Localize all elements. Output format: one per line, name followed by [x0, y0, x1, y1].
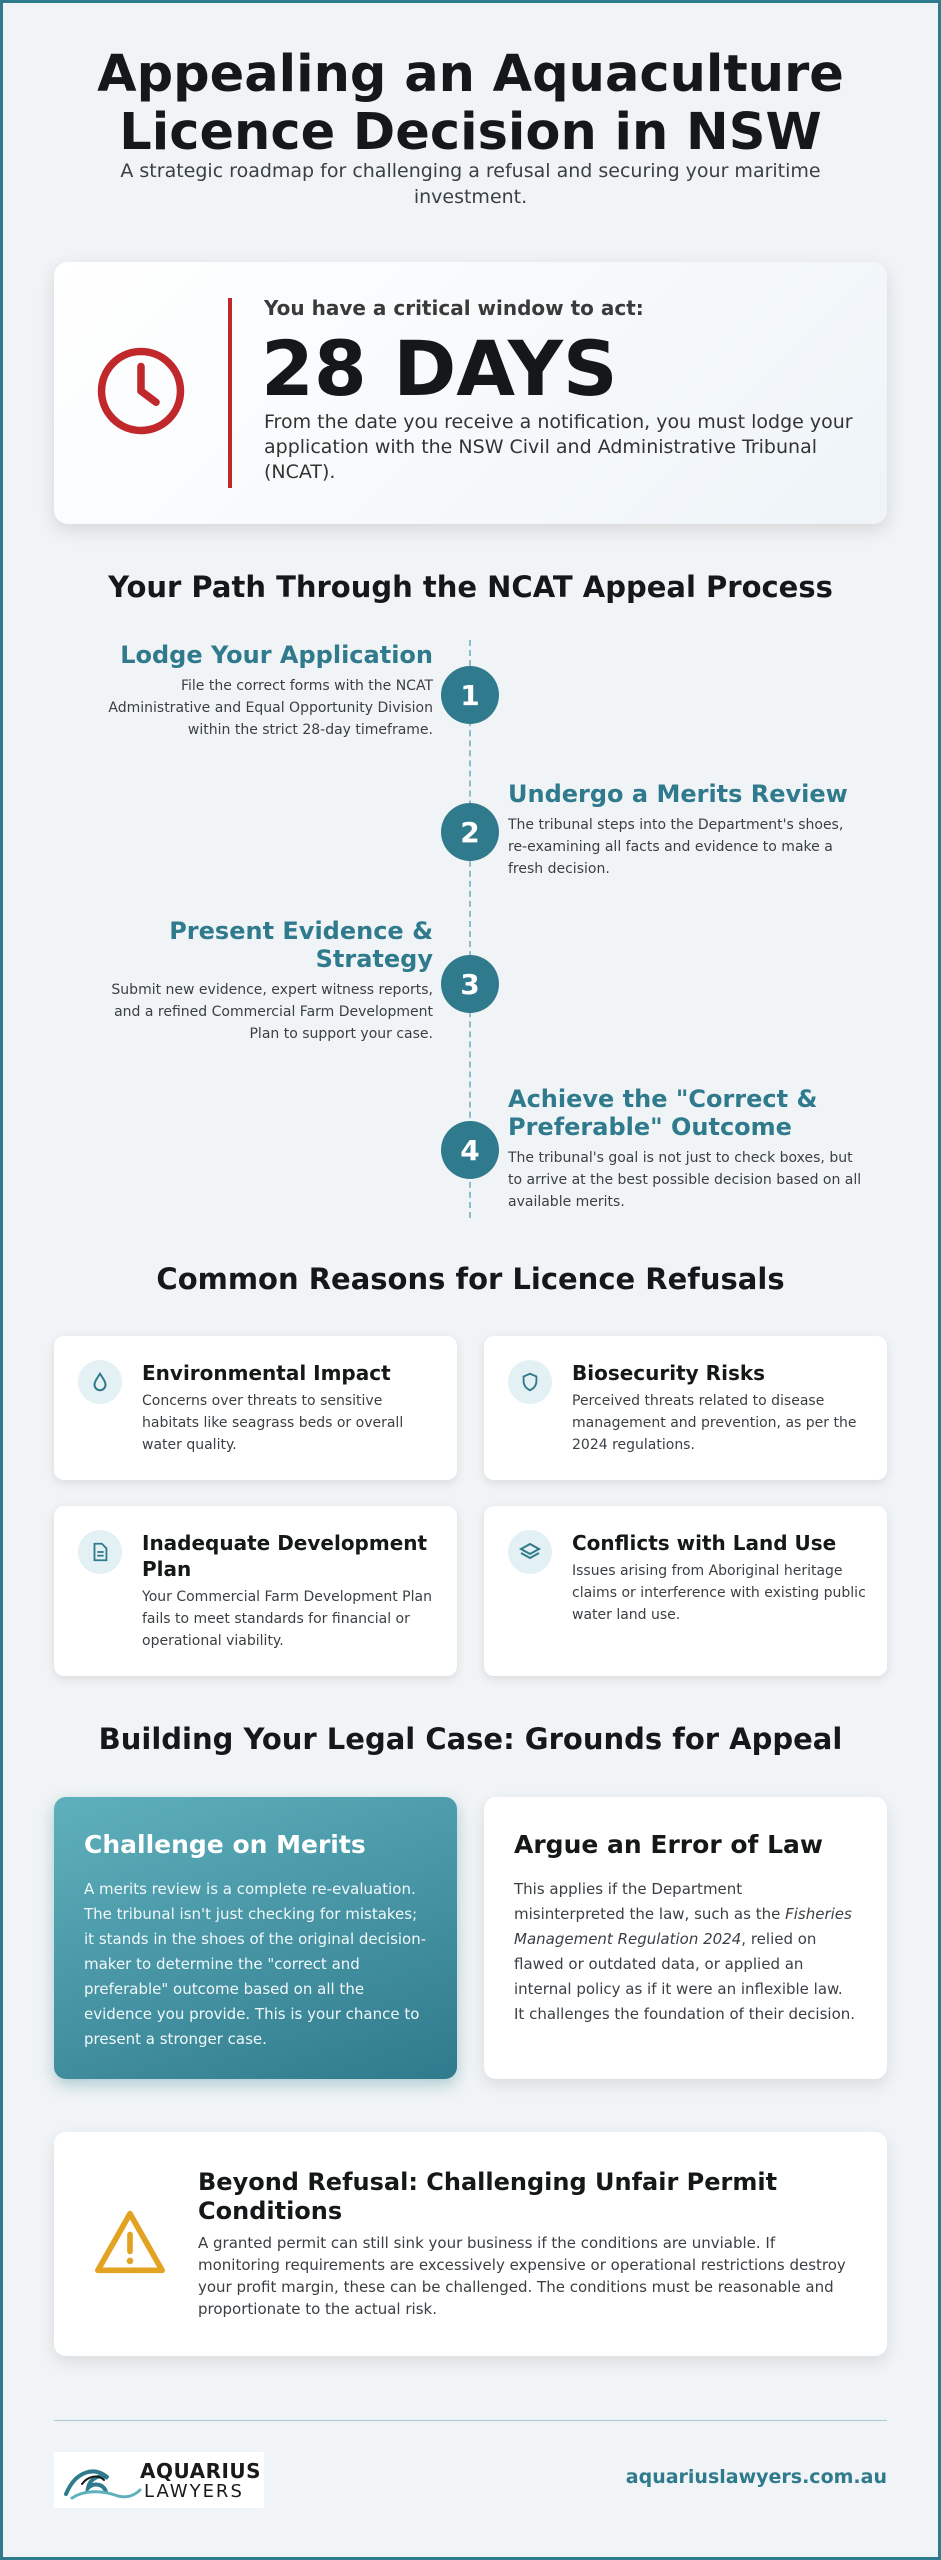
step-description: The tribunal's goal is not just to check boxes, but to arrive at the best possible decision based on all available merits. [508, 1150, 862, 1210]
step-title-line-2: Preferable" Outcome [508, 1113, 792, 1141]
grounds-heading: Building Your Legal Case: Grounds for Appeal [98, 1722, 843, 1756]
deadline-kicker: You have a critical window to act: [264, 296, 644, 320]
page-title [60, 46, 881, 162]
footer-divider [54, 2420, 887, 2421]
reason-title: Biosecurity Risks [572, 1361, 766, 1385]
step-description: File the correct forms with the NCAT Administrative and Equal Opportunity Division within the strict 28-day timeframe. [108, 678, 433, 738]
process-step-1 [90, 641, 433, 741]
layers-icon [508, 1530, 552, 1574]
deadline-card [54, 262, 887, 524]
reason-card-land-use [484, 1506, 887, 1676]
step-title-line-2: Strategy [315, 945, 433, 973]
step-title [508, 1085, 863, 1141]
permit-description: A granted permit can still sink your business if the conditions are unviable. If monitoring requirements are excessively expensive or operational restrictions destroy your profit margin, these can be challenged. The conditions must be reasonable and proportionate to the actual risk. [198, 2234, 846, 2318]
step-title: Lodge Your Application [120, 641, 433, 669]
shield-icon [508, 1360, 552, 1404]
clock-icon [94, 344, 188, 438]
step-title [90, 917, 433, 973]
page-title-line-2: Licence Decision in NSW [119, 103, 822, 162]
process-step-4 [508, 1085, 863, 1213]
step-number-3: 3 [441, 955, 499, 1013]
reason-title-line-2: Plan [142, 1557, 192, 1581]
merits-card [54, 1797, 457, 2079]
logo-subtitle: LAWYERS [144, 2481, 244, 2502]
reason-description: Issues arising from Aboriginal heritage claims or interference with existing public water land use. [572, 1563, 866, 1623]
deadline-headline: 28 DAYS [261, 324, 618, 413]
process-step-3 [90, 917, 433, 1045]
reason-description: Your Commercial Farm Development Plan fails to meet standards for financial or operational viability. [142, 1589, 432, 1649]
error-of-law-description [514, 1877, 857, 2027]
website-link[interactable]: aquariuslawyers.com.au [625, 2466, 887, 2488]
page-title-line-1: Appealing an Aquaculture [97, 45, 844, 104]
step-title: Undergo a Merits Review [508, 780, 848, 808]
water-drop-icon [78, 1360, 122, 1404]
permit-title: Beyond Refusal: Challenging Unfair Permit Conditions [198, 2168, 778, 2225]
reason-card-development-plan [54, 1506, 457, 1676]
logo-name: AQUARIUS [140, 2459, 262, 2483]
reason-description: Perceived threats related to disease management and prevention, as per the 2024 regulations. [572, 1393, 857, 1453]
error-of-law-card [484, 1797, 887, 2079]
process-step-2 [508, 780, 863, 880]
deadline-text: From the date you receive a notification, you must lodge your application with the NSW Civil and Administrative Tribunal (NCAT). [264, 411, 853, 483]
document-icon [78, 1530, 122, 1574]
wave-logo-icon [62, 2460, 142, 2502]
merits-description: A merits review is a complete re-evaluation. The tribunal isn't just checking for mistakes; it stands in the shoes of the original decision-maker to determine the "correct and preferable" outcome based on all the evidence you provide. This is your chance to present a stronger case. [84, 1880, 427, 2048]
reason-description: Concerns over threats to sensitive habitats like seagrass beds or overall water quality. [142, 1393, 404, 1453]
regulation-name: Fisheries Management Regulation 2024 [514, 1905, 852, 1948]
step-title-line-1: Present Evidence & [169, 917, 433, 945]
step-number-1: 1 [441, 666, 499, 724]
permit-conditions-card [54, 2132, 887, 2356]
step-title-line-1: Achieve the "Correct & [508, 1085, 818, 1113]
reason-card-environmental [54, 1336, 457, 1480]
deadline-divider [228, 298, 232, 488]
error-of-law-text-2: , relied on flawed or outdated data, or applied an internal policy as if it were an inflexible law. It challenges the foundation of their decision. [514, 1930, 856, 2023]
refusals-heading: Common Reasons for Licence Refusals [156, 1262, 785, 1296]
reason-title [142, 1530, 432, 1582]
error-of-law-title: Argue an Error of Law [514, 1830, 823, 1859]
step-number-4: 4 [441, 1121, 499, 1179]
warning-icon [92, 2208, 168, 2276]
reason-title-line-1: Inadequate Development [142, 1531, 428, 1555]
reason-title: Environmental Impact [142, 1361, 391, 1385]
step-description: Submit new evidence, expert witness reports, and a refined Commercial Farm Development Plan to support your case. [111, 982, 433, 1042]
page-subtitle: A strategic roadmap for challenging a refusal and securing your maritime investment. [120, 160, 821, 208]
process-heading: Your Path Through the NCAT Appeal Process [108, 570, 833, 604]
reason-title: Conflicts with Land Use [572, 1531, 837, 1555]
merits-title: Challenge on Merits [84, 1830, 366, 1859]
reason-card-biosecurity [484, 1336, 887, 1480]
error-of-law-text-1: This applies if the Department misinterpreted the law, such as the [514, 1880, 786, 1923]
step-number-2: 2 [441, 803, 499, 861]
step-description: The tribunal steps into the Department's shoes, re-examining all facts and evidence to make a fresh decision. [508, 817, 844, 877]
company-logo[interactable] [54, 2452, 264, 2508]
